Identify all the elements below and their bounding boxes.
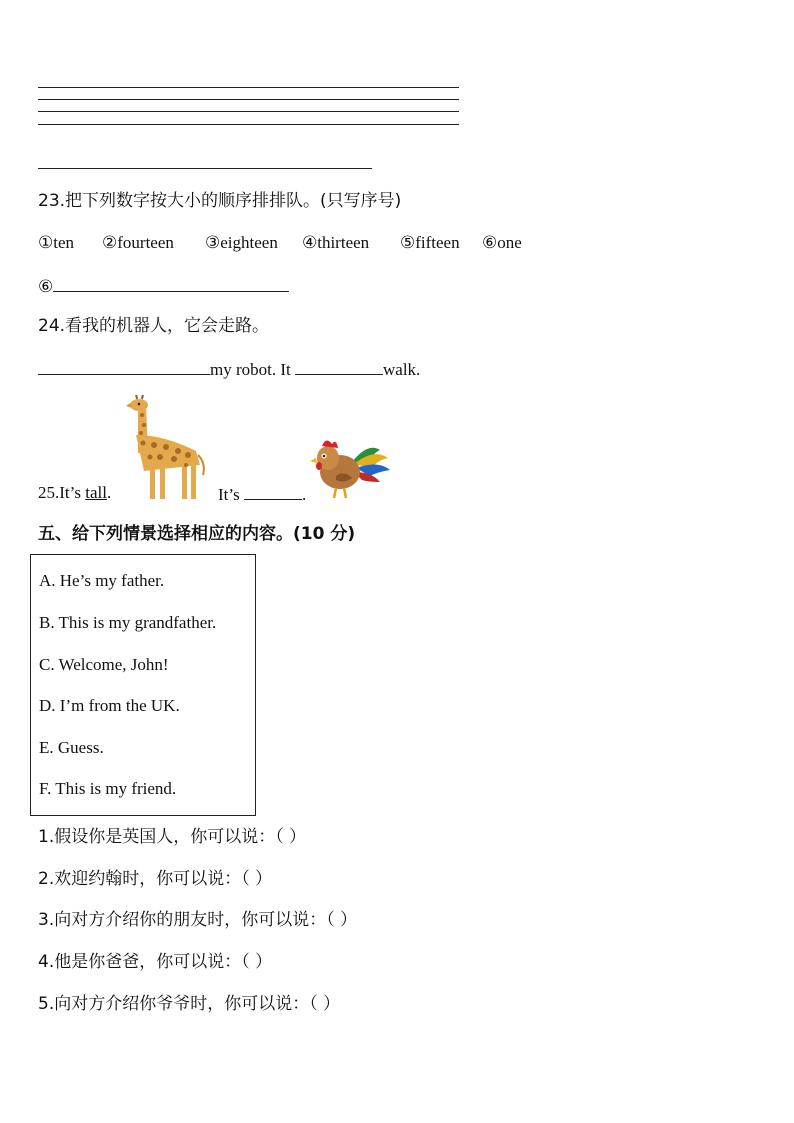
writing-line[interactable] (38, 99, 459, 100)
writing-line[interactable] (38, 87, 459, 88)
answer-prefix: ⑥ (38, 277, 54, 296)
question-1: 1.假设你是英国人，你可以说：（ ） (38, 827, 307, 847)
question-25-sentence (38, 482, 111, 504)
option-ten: ①ten (38, 233, 75, 252)
answer-blank[interactable] (53, 274, 289, 292)
question-23-title: 23.把下列数字按大小的顺序排排队。(只写序号) (38, 191, 402, 211)
giraffe-picture (124, 395, 208, 499)
question-5: 5.向对方介绍你爷爷时，你可以说：（ ） (38, 994, 341, 1014)
choice-d: D. I’m from the UK. (39, 696, 180, 715)
answer-blank-1[interactable] (38, 357, 210, 375)
choices-box (30, 554, 256, 816)
question-23-answer (38, 274, 289, 298)
choice-f: F. This is my friend. (39, 779, 177, 798)
choice-a: A. He’s my father. (39, 571, 165, 590)
q25-dot: . (106, 483, 112, 502)
question-25-part2 (218, 482, 306, 506)
option-thirteen: ④thirteen (302, 233, 370, 252)
choice-e: E. Guess. (39, 738, 104, 757)
answer-blank-2[interactable] (295, 357, 383, 375)
option-fourteen: ②fourteen (102, 233, 174, 252)
question-2: 2.欢迎约翰时，你可以说：（ ） (38, 869, 273, 889)
answer-line[interactable] (38, 168, 372, 169)
writing-line[interactable] (38, 111, 459, 112)
sentence-part-2: walk. (383, 360, 421, 379)
question-3: 3.向对方介绍你的朋友时，你可以说：（ ） (38, 910, 358, 930)
q25-example-word: tall (85, 483, 107, 502)
choice-c: C. Welcome, John! (39, 655, 169, 674)
sentence-part-1: my robot. It (210, 360, 291, 379)
q25-part2: It’s (218, 485, 240, 504)
question-23-options (38, 232, 522, 254)
choice-b: B. This is my grandfather. (39, 613, 217, 632)
question-24-sentence (38, 357, 420, 381)
section-5-heading: 五、给下列情景选择相应的内容。(10 分) (38, 524, 356, 544)
rooster-picture (308, 432, 392, 500)
option-one: ⑥one (482, 233, 522, 252)
option-fifteen: ⑤fifteen (400, 233, 460, 252)
question-4: 4.他是你爸爸，你可以说：（ ） (38, 952, 273, 972)
option-eighteen: ③eighteen (205, 233, 278, 252)
q25-label: 25.It’s (38, 483, 81, 502)
question-24-title: 24.看我的机器人，它会走路。 (38, 316, 270, 336)
writing-line[interactable] (38, 124, 459, 125)
q25-end: . (301, 485, 307, 504)
q25-answer-blank[interactable] (244, 482, 302, 500)
